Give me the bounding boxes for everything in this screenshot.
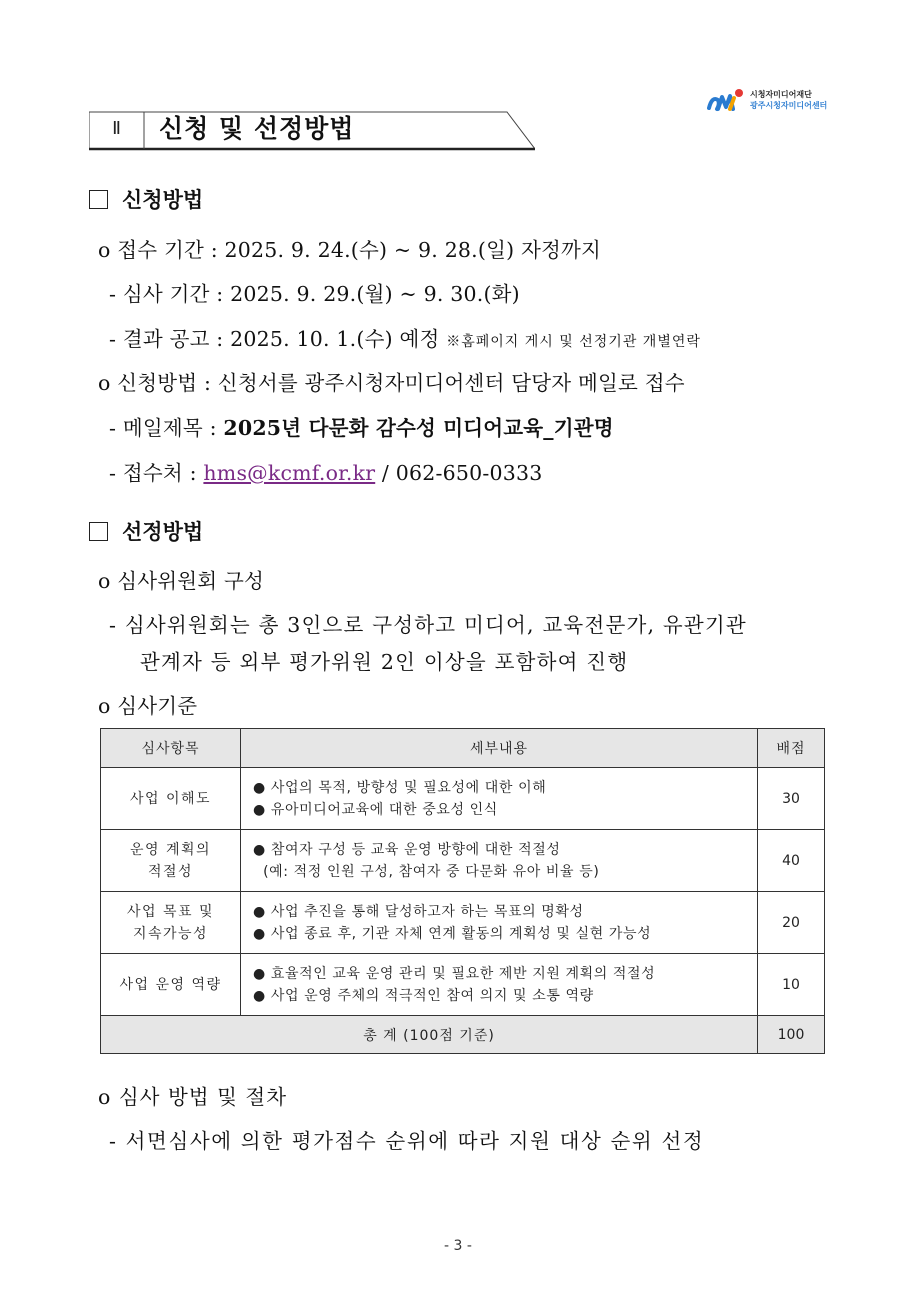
table-row	[101, 892, 825, 954]
criteria-heading: o 심사기준	[98, 694, 198, 718]
procedure-heading: o 심사 방법 및 절차	[98, 1085, 288, 1109]
chapter-heading	[89, 111, 535, 151]
mail-subject-label: - 메일제목 :	[109, 416, 224, 440]
checkbox-square-icon	[89, 522, 108, 541]
criteria-score: 10	[758, 954, 825, 1016]
logo-line1: 시청자미디어재단	[750, 90, 812, 99]
phone-number: / 062-650-0333	[375, 461, 543, 485]
apply-period-line: o 접수 기간 : 2025. 9. 24.(수) ~ 9. 28.(일) 자정까지	[98, 238, 602, 262]
chapter-number: Ⅱ	[112, 118, 121, 139]
header-item: 심사항목	[101, 729, 241, 768]
detail-line: ● 효율적인 교육 운영 관리 및 필요한 제반 지원 계획의 적절성	[253, 965, 656, 982]
detail-line: (예: 적정 인원 구성, 참여자 중 다문화 유아 비율 등)	[253, 863, 600, 880]
contact-line	[109, 456, 542, 486]
committee-desc-line1: - 심사위원회는 총 3인으로 구성하고 미디어, 교육전문가, 유관기관	[109, 613, 747, 637]
item-text: 적절성	[147, 863, 194, 880]
criteria-table	[100, 728, 825, 1054]
criteria-detail	[241, 892, 758, 954]
item-text: 운영 계획의	[129, 841, 212, 858]
criteria-score: 40	[758, 830, 825, 892]
item-text: 사업 운영 역량	[119, 976, 222, 993]
committee-heading: o 심사위원회 구성	[98, 569, 264, 593]
detail-line: ● 사업 추진을 통해 달성하고자 하는 목표의 명확성	[253, 903, 584, 920]
section-heading-select	[89, 516, 203, 546]
contact-label: - 접수처 :	[109, 461, 204, 485]
detail-line: ● 사업 운영 주체의 적극적인 참여 의지 및 소통 역량	[253, 987, 594, 1004]
page-number: - 3 -	[444, 1238, 472, 1254]
checkbox-square-icon	[89, 190, 108, 209]
mail-subject-value: 2025년 다문화 감수성 미디어교육_기관명	[223, 416, 614, 440]
total-score: 100	[758, 1016, 825, 1054]
result-announcement-line	[109, 322, 701, 352]
criteria-item	[101, 768, 241, 830]
detail-line: ● 사업 종료 후, 기관 자체 연계 활동의 계획성 및 실현 가능성	[253, 925, 652, 942]
criteria-detail	[241, 768, 758, 830]
review-period-line: - 심사 기간 : 2025. 9. 29.(월) ~ 9. 30.(화)	[109, 282, 520, 306]
criteria-item	[101, 954, 241, 1016]
email-link[interactable]: hms@kcmf.or.kr	[203, 461, 376, 485]
logo-mark-icon	[706, 88, 746, 114]
criteria-score: 20	[758, 892, 825, 954]
result-announcement-text: - 결과 공고 : 2025. 10. 1.(수) 예정	[109, 327, 440, 351]
apply-method-line: o 신청방법 : 신청서를 광주시청자미디어센터 담당자 메일로 접수	[98, 371, 685, 395]
result-note: ※홈페이지 게시 및 선정기관 개별연락	[446, 334, 701, 350]
procedure-desc: - 서면심사에 의한 평가점수 순위에 따라 지원 대상 순위 선정	[109, 1129, 705, 1153]
item-text: 사업 이해도	[129, 790, 212, 807]
section-title: 신청방법	[122, 187, 204, 212]
item-text: 사업 목표 및	[126, 903, 215, 920]
detail-line: ● 참여자 구성 등 교육 운영 방향에 대한 적절성	[253, 841, 561, 858]
mail-subject-line	[109, 411, 614, 441]
criteria-detail	[241, 954, 758, 1016]
criteria-score: 30	[758, 768, 825, 830]
chapter-title: 신청 및 선정방법	[159, 114, 355, 143]
section-heading-apply	[89, 184, 203, 214]
header-detail: 세부내용	[241, 729, 758, 768]
header-score: 배점	[758, 729, 825, 768]
total-label: 총 계 (100점 기준)	[101, 1016, 758, 1054]
organization-logo	[706, 84, 836, 116]
committee-desc-line2: 관계자 등 외부 평가위원 2인 이상을 포함하여 진행	[140, 650, 629, 674]
table-total-row	[101, 1016, 825, 1054]
detail-line: ● 사업의 목적, 방향성 및 필요성에 대한 이해	[253, 779, 547, 796]
table-header-row	[101, 729, 825, 768]
table-row	[101, 954, 825, 1016]
criteria-item	[101, 830, 241, 892]
logo-line2: 광주시청자미디어센터	[750, 101, 828, 110]
table-row	[101, 830, 825, 892]
detail-line: ● 유아미디어교육에 대한 중요성 인식	[253, 801, 498, 818]
table-row	[101, 768, 825, 830]
section-title: 선정방법	[122, 519, 204, 544]
item-text: 지속가능성	[132, 925, 209, 942]
criteria-detail	[241, 830, 758, 892]
criteria-item	[101, 892, 241, 954]
